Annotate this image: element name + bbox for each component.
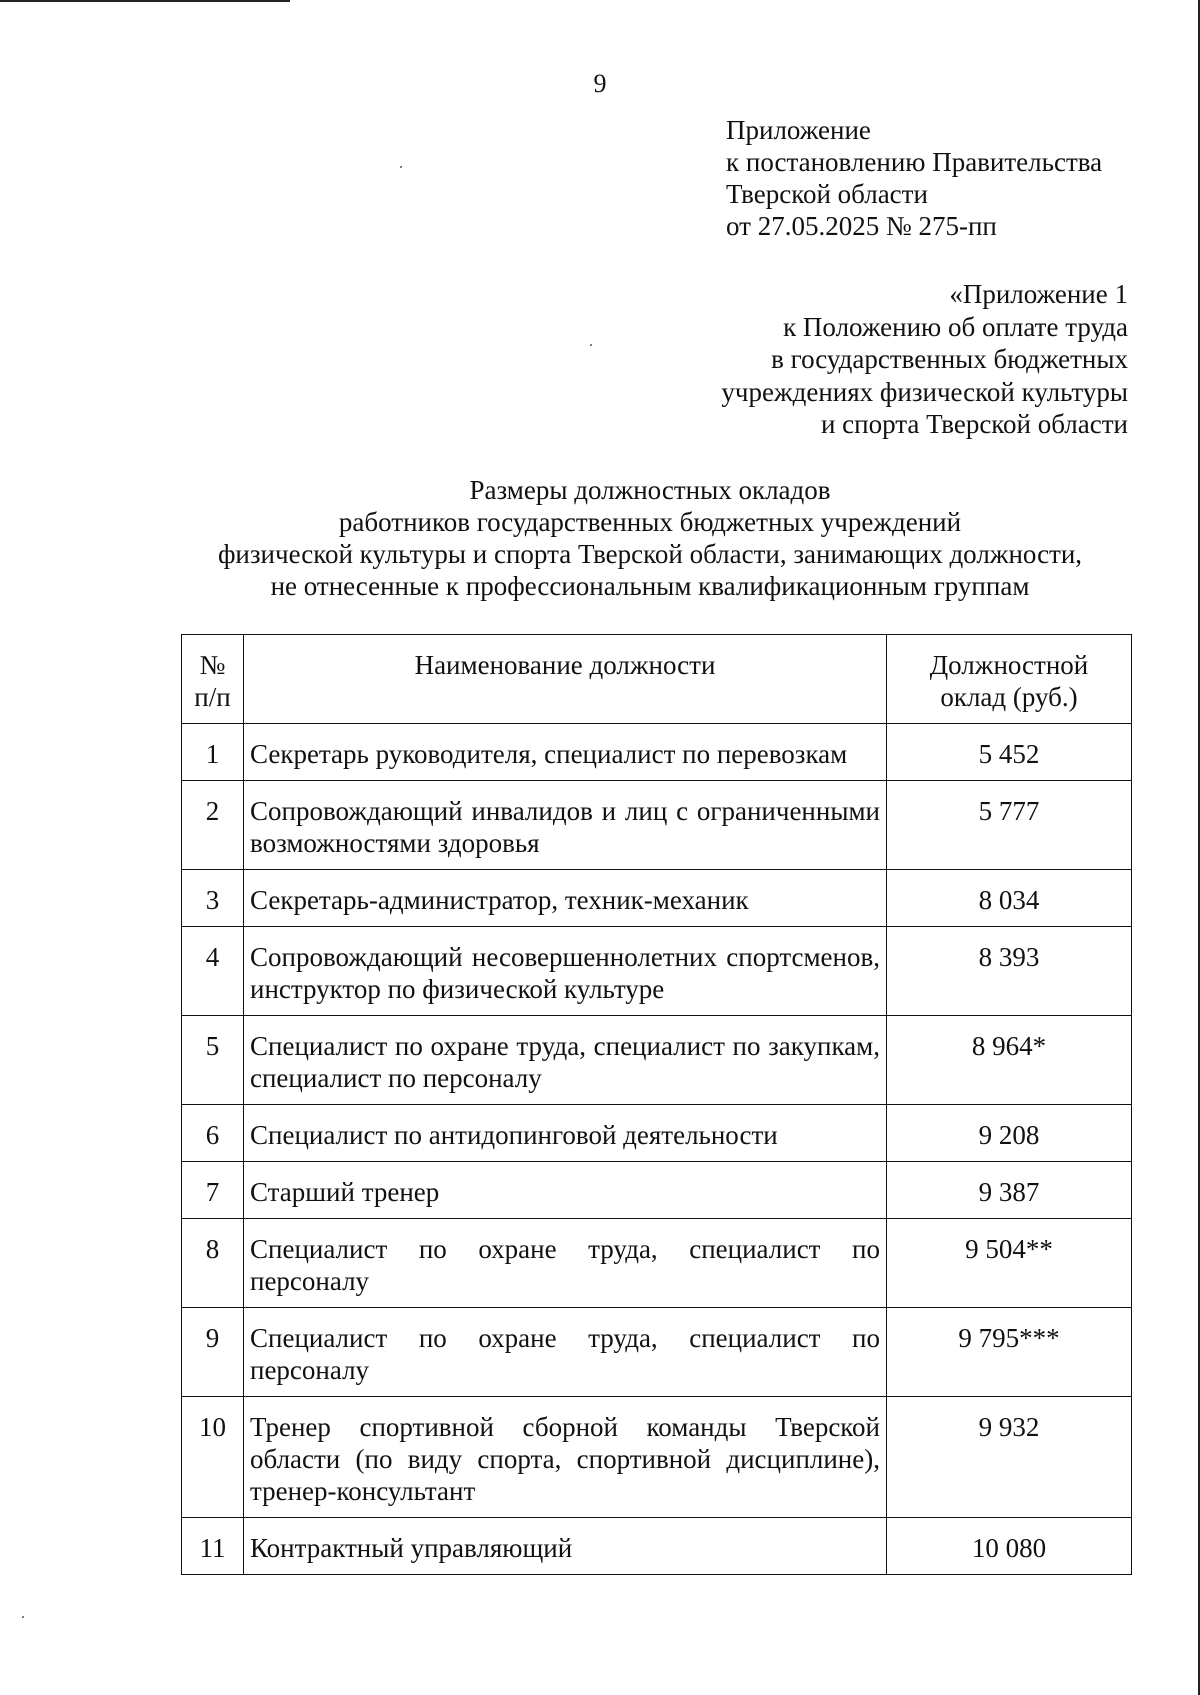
appendix-line: и спорта Тверской области [820,409,1128,439]
header-salary-line: Должностной [929,650,1089,680]
row-position: Секретарь руководителя, специалист по перевозкам [244,724,887,781]
row-salary: 9 504** [887,1219,1132,1308]
approval-block [726,114,1102,242]
table-row [182,724,1132,781]
row-number: 8 [182,1219,244,1308]
appendix-line: к Положению об оплате труда [783,311,1128,342]
table-row [182,1308,1132,1397]
row-salary: 5 777 [887,781,1132,870]
page-number: 9 [593,69,607,98]
table-row [182,1397,1132,1518]
row-position: Специалист по охране труда, специалист по персоналу [244,1308,887,1397]
row-position: Специалист по охране труда, специалист по закупкам, специалист по персоналу [244,1016,887,1105]
appendix-line: учреждениях физической культуры [721,376,1128,407]
table-row [182,1016,1132,1105]
scan-speck [22,1616,24,1618]
row-number: 3 [182,870,244,927]
row-position: Старший тренер [244,1162,887,1219]
header-number [182,635,244,724]
approval-line: Тверской области [726,179,928,209]
table-row [182,781,1132,870]
title-line: физической культуры и спорта Тверской области, занимающих должности, [217,539,1083,569]
row-position: Специалист по антидопинговой деятельности [244,1105,887,1162]
row-number: 9 [182,1308,244,1397]
document-title [150,474,1150,602]
approval-line: Приложение [726,115,871,145]
appendix-line: «Приложение 1 [949,279,1128,309]
row-position: Контрактный управляющий [244,1518,887,1575]
row-number: 11 [182,1518,244,1575]
row-number: 5 [182,1016,244,1105]
table-row [182,870,1132,927]
approval-date-line: от 27.05.2025 № 275-пп [726,211,997,241]
row-number: 6 [182,1105,244,1162]
table-row [182,1518,1132,1575]
scan-speck [400,166,402,168]
row-position: Тренер спортивной сборной команды Тверской области (по виду спорта, спортивной дисциплине), тренер-консультант [244,1397,887,1518]
row-position: Сопровождающий инвалидов и лиц с ограниченными возможностями здоровья [244,781,887,870]
row-salary: 9 932 [887,1397,1132,1518]
row-number: 10 [182,1397,244,1518]
row-salary: 5 452 [887,724,1132,781]
appendix-line: в государственных бюджетных [771,344,1128,374]
header-number-line: № [199,650,226,680]
row-salary: 8 034 [887,870,1132,927]
title-line: Размеры должностных окладов [469,475,831,505]
row-number: 4 [182,927,244,1016]
scan-edge-top [0,0,290,2]
table-row [182,927,1132,1016]
row-position: Специалист по охране труда, специалист по персоналу [244,1219,887,1308]
appendix-block [568,278,1128,441]
row-number: 2 [182,781,244,870]
table-row [182,1219,1132,1308]
header-salary [887,635,1132,724]
title-line: работников государственных бюджетных учреждений [338,507,962,537]
row-number: 1 [182,724,244,781]
header-position: Наименование должности [244,635,887,724]
approval-line: к постановлению Правительства [726,147,1103,177]
title-line: не отнесенные к профессиональным квалификационным группам [270,571,1030,601]
row-salary: 9 795*** [887,1308,1132,1397]
row-salary: 9 208 [887,1105,1132,1162]
row-number: 7 [182,1162,244,1219]
row-position: Секретарь-администратор, техник-механик [244,870,887,927]
salary-table [181,634,1132,1575]
scan-speck [590,344,592,346]
row-position: Сопровождающий несовершеннолетних спортсменов, инструктор по физической культуре [244,927,887,1016]
table-header-row [182,635,1132,724]
table-row [182,1105,1132,1162]
row-salary: 8 964* [887,1016,1132,1105]
table-row [182,1162,1132,1219]
row-salary: 10 080 [887,1518,1132,1575]
header-salary-line: оклад (руб.) [940,682,1078,712]
header-number-line: п/п [194,682,231,712]
row-salary: 8 393 [887,927,1132,1016]
row-salary: 9 387 [887,1162,1132,1219]
